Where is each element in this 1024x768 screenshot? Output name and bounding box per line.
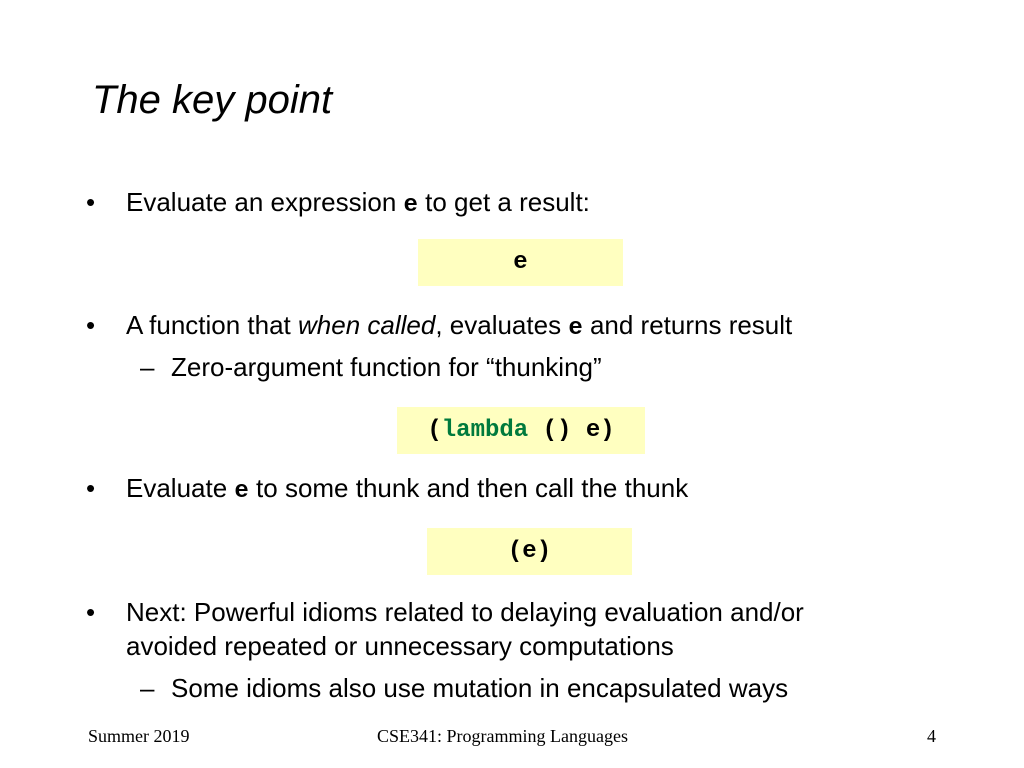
footer-center: CSE341: Programming Languages bbox=[377, 726, 628, 746]
slide-title: The key point bbox=[92, 78, 333, 122]
bullet-4-sub-marker: – bbox=[140, 673, 155, 703]
bullet-3-text bbox=[126, 471, 688, 509]
code-box-lambda bbox=[397, 407, 645, 454]
bullet-2-text bbox=[126, 308, 792, 346]
bullet-2-part-3: , evaluates bbox=[435, 310, 569, 340]
footer-page-number: 4 bbox=[927, 726, 936, 746]
bullet-1-part-1: Evaluate an expression bbox=[126, 187, 404, 217]
bullet-2-sub-text: Zero-argument function for “thunking” bbox=[171, 352, 602, 382]
bullet-1-marker: • bbox=[86, 187, 96, 217]
code-box-e bbox=[418, 239, 623, 286]
code-box-lambda-keyword: lambda bbox=[441, 417, 529, 444]
bullet-4-marker: • bbox=[86, 597, 96, 627]
bullet-1-code-e: e bbox=[403, 192, 418, 219]
bullet-3-marker: • bbox=[86, 473, 96, 503]
bullet-4-sub-text: Some idioms also use mutation in encapsulated ways bbox=[171, 673, 789, 703]
bullet-2-sub-marker: – bbox=[140, 352, 155, 382]
bullet-1-text bbox=[126, 185, 590, 223]
footer-left: Summer 2019 bbox=[88, 726, 190, 746]
bullet-3-part-1: Evaluate bbox=[126, 473, 235, 503]
bullet-2-marker: • bbox=[86, 310, 96, 340]
code-box-call-e bbox=[427, 528, 632, 575]
bullet-4-line-1: Next: Powerful idioms related to delaying evaluation and/or bbox=[126, 597, 804, 627]
code-box-lambda-rest: () e) bbox=[528, 417, 615, 444]
bullet-3-part-3: to some thunk and then call the thunk bbox=[248, 473, 689, 503]
bullet-2-code-e: e bbox=[568, 315, 583, 342]
bullet-2-italic-when-called: when called bbox=[298, 310, 436, 340]
code-box-e-text: e bbox=[513, 249, 528, 276]
bullet-3-code-e: e bbox=[234, 478, 249, 505]
bullet-1-part-3: to get a result: bbox=[417, 187, 590, 217]
bullet-4-line-2: avoided repeated or unnecessary computations bbox=[126, 631, 674, 661]
code-box-lambda-open-paren: ( bbox=[427, 417, 442, 444]
bullet-2-part-1: A function that bbox=[126, 310, 299, 340]
bullet-2-part-5: and returns result bbox=[582, 310, 793, 340]
code-box-call-e-text: (e) bbox=[507, 538, 552, 565]
